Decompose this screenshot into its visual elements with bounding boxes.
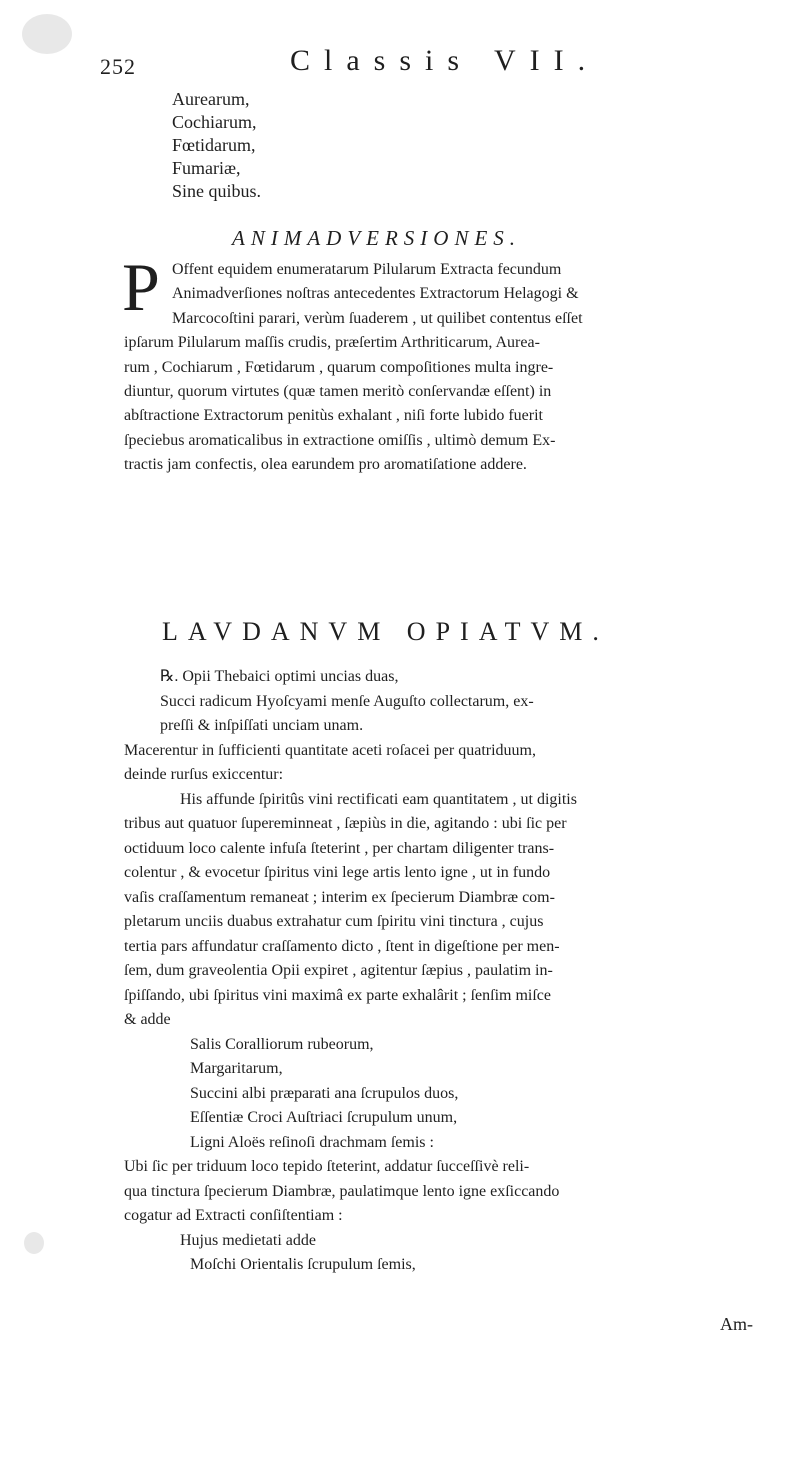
list-item: Fœtidarum, [172,135,256,155]
page-number: 252 [100,54,136,79]
paper-stain [22,14,72,54]
recipe-line: octiduum loco calente infuſa ſteterint , per chartam diligenter trans- [124,839,555,857]
paper-stain [24,1232,44,1254]
recipe-line: Succi radicum Hyoſcyami menſe Auguſto collectarum, ex- [160,692,534,710]
animadversiones-paragraph [122,249,796,478]
paragraph-line: ipſarum Pilularum maſſis crudis, præſertim Arthriticarum, Aurea- [124,334,540,352]
catchword: Am- [720,1314,753,1334]
paragraph-line: rum , Cochiarum , Fœtidarum , quarum compoſitiones multa ingre- [124,358,554,376]
recipe-line: Ubi ſic per triduum loco tepido ſteterint, addatur ſucceſſivè reli- [124,1158,530,1175]
recipe-line: Ligni Aloës reſinoſi drachmam ſemis : [190,1133,434,1151]
recipe-line: Moſchi Orientalis ſcrupulum ſemis, [190,1256,416,1273]
recipe-line: Hujus medietati adde [180,1231,316,1249]
ingredient-list [172,88,261,203]
paragraph-line: Animadverſiones noſtras antecedentes Extractorum Helagogi & [172,285,579,303]
section-heading: ANIMADVERSIONES. [232,226,522,250]
recipe-line: His affunde ſpiritûs vini rectificati eam quantitatem , ut digitis [180,790,577,808]
paragraph-line: ſpeciebus aromaticalibus in extractione omiſſis , ultimò demum Ex- [124,431,556,449]
recipe-line: cogatur ad Extracti conſiſtentiam : [124,1207,343,1224]
drop-cap: P [122,249,160,325]
recipe-line: Succini albi præparati ana ſcrupulos duos, [190,1084,459,1102]
recipe-line: Salis Coralliorum rubeorum, [190,1035,374,1053]
recipe-line: qua tinctura ſpecierum Diambræ, paulatimque lento igne exſiccando [124,1182,560,1200]
recipe-line: tribus aut quatuor ſupereminneat , ſæpiùs in die, agitando : ubi ſic per [124,815,567,832]
list-item: Fumariæ, [172,158,241,178]
paragraph-line: diuntur, quorum virtutes (quæ tamen meritò conſervandæ eſſent) in [124,383,552,401]
recipe-line: Macerentur in ſufficienti quantitate aceti roſacei per quatriduum, [124,741,536,759]
recipe-line: ℞. Opii Thebaici optimi uncias duas, [160,668,399,685]
running-title: Classis VII. [290,44,600,77]
paragraph-line: Offent equidem enumeratarum Pilularum Extracta fecundum [172,261,562,278]
paragraph-line: tractis jam confectis, olea earundem pro aromatiſatione addere. [124,456,527,474]
recipe-line: vaſis craſſamentum remaneat ; interim ex ſpecierum Diambræ com- [124,888,555,906]
recipe-line: Eſſentiæ Croci Auſtriaci ſcrupulum unum, [190,1109,458,1126]
list-item: Cochiarum, [172,112,257,132]
recipe-line: colentur , & evocetur ſpiritus vini lege artis lento igne , ut in fundo [124,864,551,881]
recipe-body [124,665,800,1278]
list-item: Sine quibus. [172,181,262,201]
recipe-title: LAVDANVM OPIATVM. [162,617,609,646]
recipe-line: ſem, dum graveolentia Opii expiret , agitentur ſæpius , paulatim in- [124,962,553,979]
list-item: Aurearum, [172,89,250,109]
recipe-line: & adde [124,1011,171,1028]
recipe-line: tertia pars affundatur craſſamento dicto , ſtent in digeſtione per men- [124,937,560,955]
recipe-line: deinde rurſus exiccentur: [124,766,284,783]
recipe-line: pletarum unciis duabus extrahatur cum ſpiritu vini tinctura , cujus [124,913,544,930]
page-header [100,44,660,84]
recipe-line: Margaritarum, [190,1060,283,1077]
paragraph-line: abſtractione Extractorum penitùs exhalant , niſi forte lubido fuerit [124,407,543,425]
recipe-line: preſſi & inſpiſſati unciam unam. [160,717,364,734]
paragraph-line: Marcocoſtini parari, verùm ſuaderem , ut quilibet contentus eſſet [172,309,583,327]
recipe-line: ſpiſſando, ubi ſpiritus vini maximâ ex parte exhalârit ; ſenſim miſce [124,986,552,1004]
